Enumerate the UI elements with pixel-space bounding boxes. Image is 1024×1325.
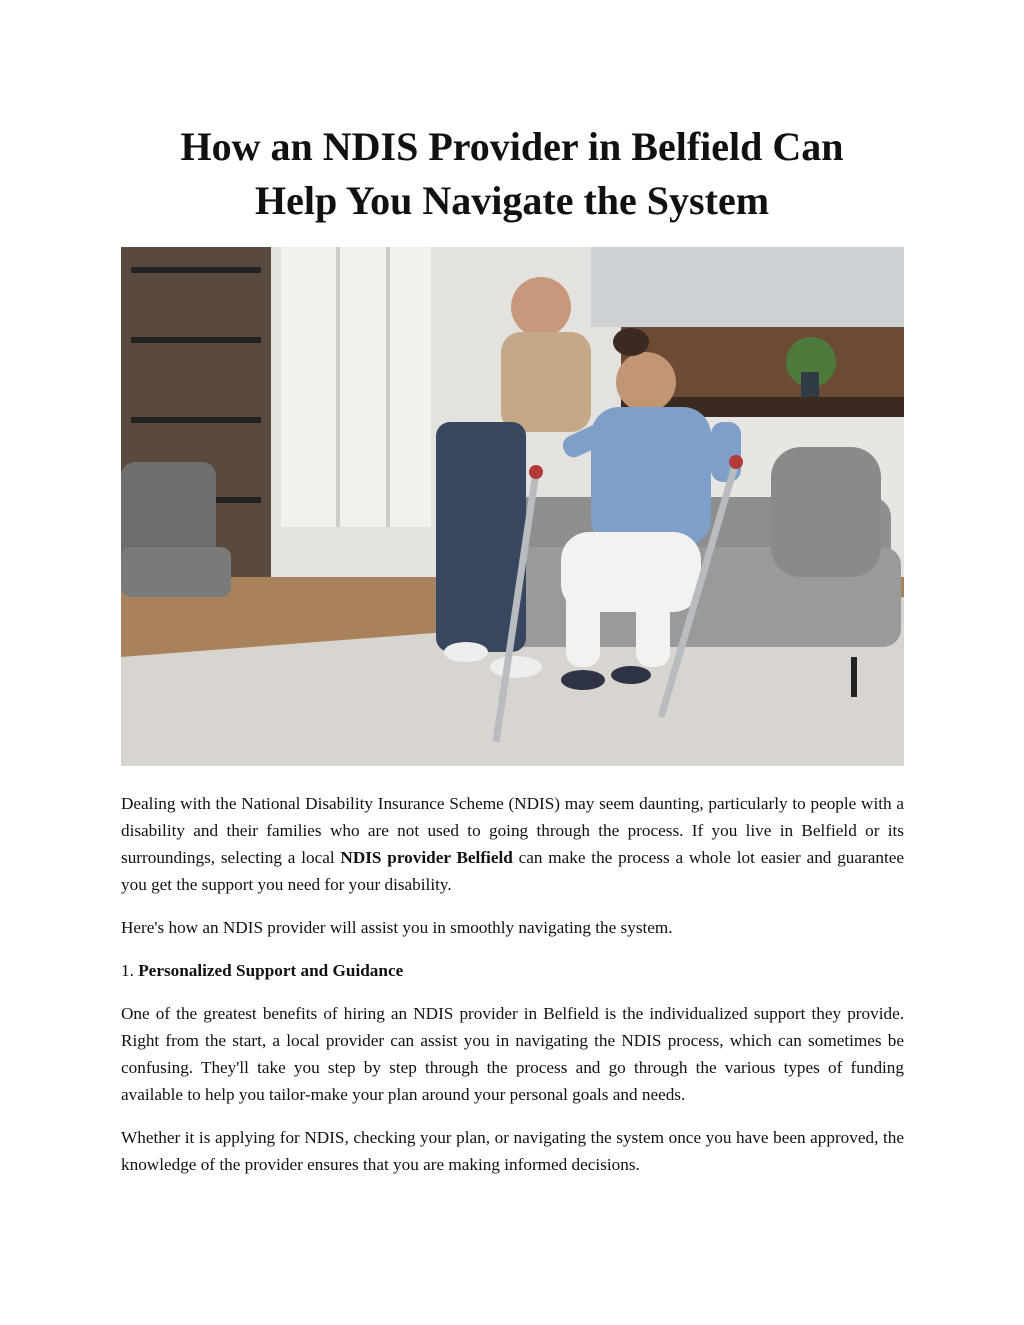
hero-photo (121, 247, 904, 766)
intro-keyword: NDIS provider Belfield (340, 848, 513, 867)
section-heading-text: Personalized Support and Guidance (138, 961, 404, 980)
section-paragraph-1: One of the greatest benefits of hiring an NDIS provider in Belfield is the individualized support they provide. Right from the start, a local provider can assist you in navigating the NDIS process, which can sometimes be confusing. They'll take you step by step through the process and go through the various types of funding available to help you tailor-make your plan around your personal goals and needs. (121, 1004, 904, 1104)
article-body (121, 790, 904, 1194)
title-line-1: How an NDIS Provider in Belfield Can (180, 124, 844, 169)
section-paragraph-2: Whether it is applying for NDIS, checking your plan, or navigating the system once you have been approved, the knowledge of the provider ensures that you are making informed decisions. (121, 1128, 904, 1174)
intro-text-end: can make the process a whole lot easier and guarantee you get the support you need for your disability. (121, 848, 904, 894)
section-heading (121, 957, 904, 984)
intro-text-start: Dealing with the National Disability Insurance Scheme (NDIS) may seem daunting, particularly to people with a disability and their families who are not used to going through the process. If you live in Belfield or its surroundings, selecting a local (121, 794, 904, 867)
photo-illustration (121, 247, 904, 766)
section-number: 1. (121, 961, 139, 980)
title-line-2: Help You Navigate the System (254, 178, 770, 223)
page-title (0, 120, 1024, 228)
intro-paragraph (121, 790, 904, 898)
lead-paragraph: Here's how an NDIS provider will assist you in smoothly navigating the system. (121, 918, 673, 937)
